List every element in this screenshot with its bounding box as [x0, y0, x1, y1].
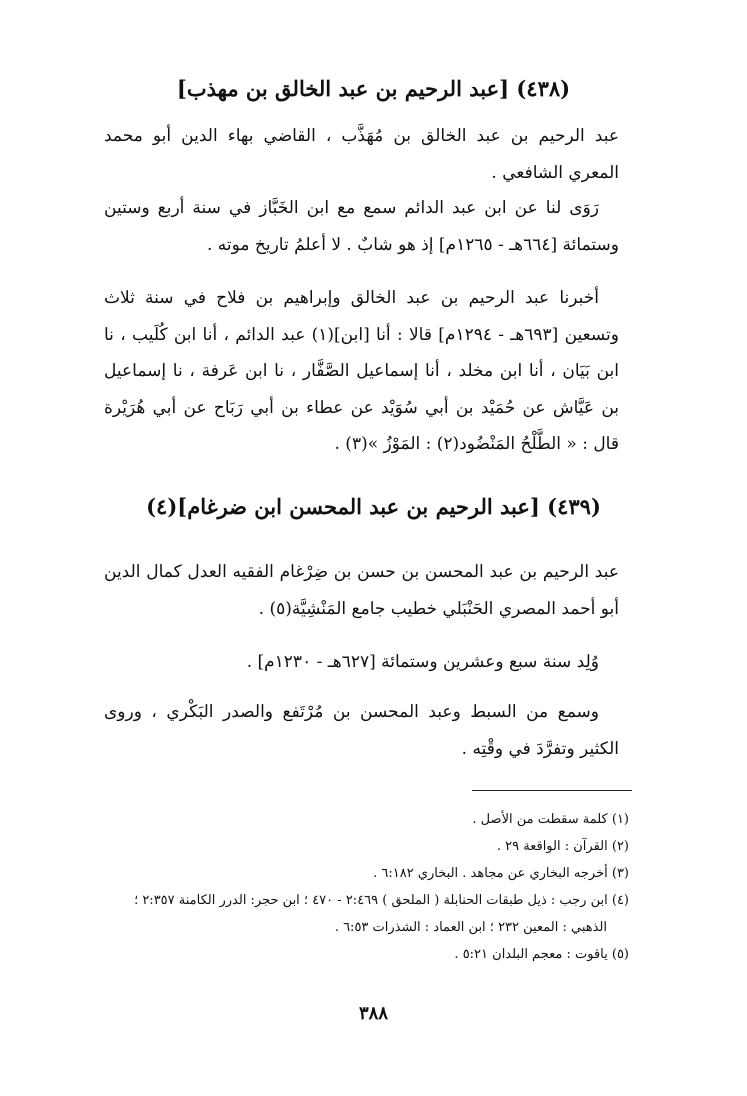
page-number: ٣٨٨ [358, 1003, 388, 1024]
footnote-divider [472, 790, 632, 791]
footnote-4: (٤) ابن رجب : ذيل طبقات الحنابلة ( الملحق ) ٢:٤٦٩ - ٤٧٠ ؛ ابن حجر: الدرر الكامنة ٢:٣٥٧ ؛ [134, 893, 629, 908]
entry-439-paragraph-2: وُلِد سنة سبع وعشرين وستمائة [٦٢٧هـ - ١٢٣٠م] . [246, 652, 599, 672]
footnote-1: (١) كلمة سقطت من الأصل . [472, 812, 629, 827]
footnote-3: (٣) أخرجه البخاري عن مجاهد . البخاري ٦:١٨٢ . [373, 866, 629, 881]
entry-438-paragraph-2: رَوَى لنا عن ابن عبد الدائم سمع مع ابن الخَبَّاز في سنة أربع وستين وستمائة [٦٦٤هـ - ١٢٦٥م] إذ هو شابٌ . لا أعلمُ تاريخ موته . [104, 198, 619, 255]
entry-438-paragraph-1: عبد الرحيم بن عبد الخالق بن مُهَذَّب ، القاضي بهاء الدين أبو محمد المعري الشافعي . [104, 126, 619, 183]
entry-439-paragraph-3: وسمع من السبط وعبد المحسن بن مُرْتَفع والصدر البَكْري ، وروى الكثير وتفرَّدَ في وقْتِه . [104, 702, 619, 759]
entry-438-paragraph-3: أخبرنا عبد الرحيم بن عبد الخالق وإبراهيم بن فلاح في سنة ثلاث وتسعين [٦٩٣هـ - ١٢٩٤م] قالا : أنا [ابن](١) عبد الدائم ، أنا ابن كُلَيب ، نا ابن بَيَان ، أنا ابن مخلد ، أنا إسماعيل الصَّفَّار ، نا ابن عَرفة ، نا إسماعيل بن عَيَّاش عن حُمَيْد بن أبي سُوَيْد عن عطاء بن أبي رَبَاح عن أبي هُرَيْرة قال : « الطَّلْحُ المَنْضُود(٢) : المَوْزُ »(٣) . [104, 288, 619, 454]
entry-heading-438: (٤٣٨) [عبد الرحيم بن عبد الخالق بن مهذب] [176, 76, 571, 101]
entry-439-paragraph-1: عبد الرحيم بن عبد المحسن بن حسن بن ضِرْغام الفقيه العدل كمال الدين أبو أحمد المصري الحَنْبَلي خطيب جامع المَنْشِيَّة(٥) . [104, 562, 619, 619]
entry-heading-439: (٤٣٩) [عبد الرحيم بن عبد المحسن ابن ضرغام](٤) [146, 494, 601, 519]
footnote-4-continued: الذهبي : المعين ٢٣٢ ؛ ابن العماد : الشذرات ٦:٥٣ . [334, 920, 607, 935]
footnote-2: (٢) القرآن : الواقعة ٢٩ . [496, 839, 629, 854]
footnote-5: (٥) ياقوت : معجم البلدان ٥:٢١ . [454, 947, 629, 962]
